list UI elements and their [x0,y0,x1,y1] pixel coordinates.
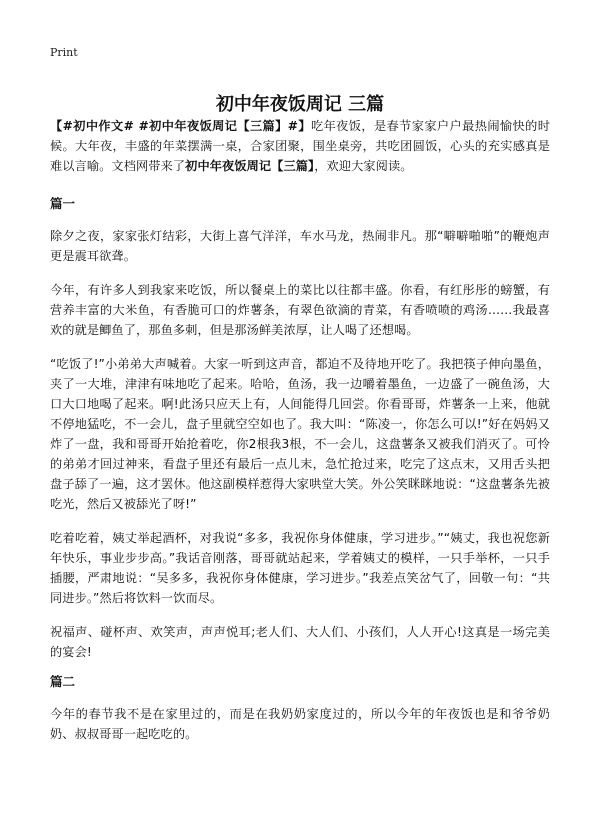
intro-tag: 【#初中作文# #初中年夜饭周记【三篇】#】 [50,119,311,133]
intro-title: 初中年夜饭周记【三篇】 [185,159,315,173]
paragraph: “吃饭了!”小弟弟大声喊着。大家一听到这声音，都迫不及待地开吃了。我把筷子伸向墨鱼，夹了一大堆，津津有味地吃了起来。哈哈，鱼汤，我一边嚼着墨鱼，一边盛了一碗鱼汤，大口大口地喝了起来。啊!此汤只应天上有，人间能得几回尝。你看哥哥，炸薯条一上来，他就不停地猛吃，不一会儿，盘子里就空空如也了。我大叫：“陈凌一，你怎么可以!”好在妈妈又炸了一盘，我和哥哥开始抢着吃，你2根我3根，不一会儿，这盘薯条又被我们消灭了。可怜的弟弟才回过神来，看盘子里还有最后一点儿末，急忙抢过来，吃完了这点末，又用舌头把盘子舔了一遍，这才罢休。他这副模样惹得大家哄堂大笑。外公笑眯眯地说：“这盘薯条先被吃光，然后又被舔光了呀!” [50,357,550,511]
page-title: 初中年夜饭周记 三篇 [215,94,385,116]
print-label: Print [50,46,78,59]
intro-text-2: ，欢迎大家阅读。 [314,159,413,173]
paragraph: 今年的春节我不是在家里过的，而是在我奶奶家度过的，所以今年的年夜饭也是和爷爷奶奶、叔叔哥哥一起吃吃的。 [50,707,550,741]
intro-text-1: 吃年夜饭，是春节家家户户最热闹愉快的时候。大年夜，丰盛的年菜摆满一桌，合家团聚，围坐桌旁，共吃团圆饭，心头的充实感真是难以言喻。文档网带来了 [50,119,550,173]
paragraph: 除夕之夜，家家张灯结彩，大街上喜气洋洋，车水马龙，热闹非凡。那“噼噼啪啪”的鞭炮声更是震耳欲聋。 [50,229,550,263]
paragraph: 祝福声、碰杯声、欢笑声，声声悦耳;老人们、大人们、小孩们，人人开心!这真是一场完美的宴会! [50,625,550,659]
paragraph: 吃着吃着，姨丈举起酒杯，对我说“多多，我祝你身体健康，学习进步。”“姨丈，我也祝您新年快乐，事业步步高。”我话音刚落，哥哥就站起来，学着姨丈的模样，一只手举杯，一只手插腰，严肃地说：“吴多多，我祝你身体健康，学习进步。”我差点笑岔气了，回敬一句：“共同进步。”然后将饮料一饮而尽。 [50,531,550,605]
section-heading-1: 篇一 [50,196,76,211]
intro-paragraph [50,116,550,176]
document-body [50,116,550,758]
section-heading-2: 篇二 [50,674,76,689]
paragraph: 今年，有许多人到我家来吃饭，所以餐桌上的菜比以往都丰盛。你看，有红彤彤的螃蟹，有营养丰富的大米鱼，有香脆可口的炸薯条，有翠色欲滴的青菜，有香喷喷的鸡汤……我最喜欢的就是鲫鱼了，那鱼多刺，但是那汤鲜美浓厚，让人喝了还想喝。 [50,283,550,337]
